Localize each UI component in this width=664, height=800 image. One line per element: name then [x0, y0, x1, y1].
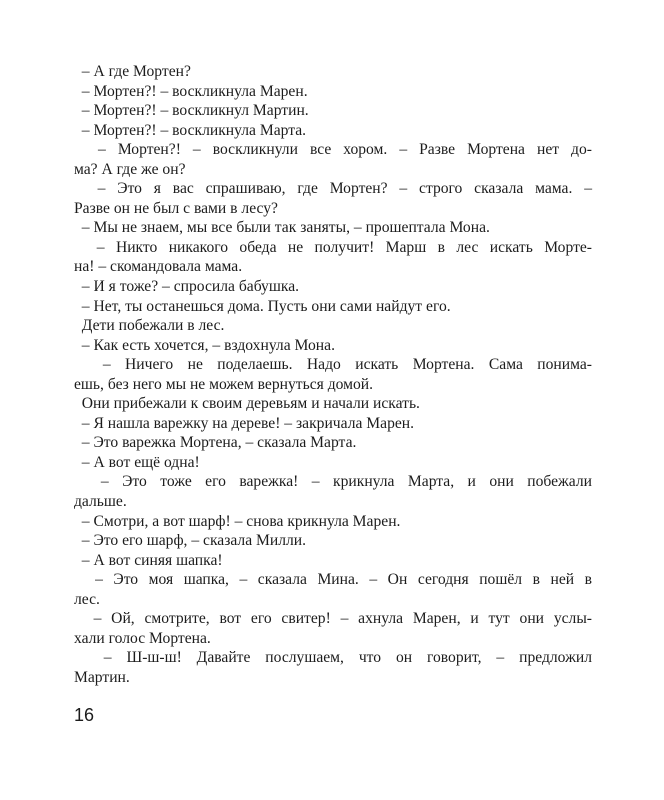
text-line: – А вот синяя шапка! [74, 551, 223, 569]
page-number: 16 [74, 705, 95, 725]
text-line: ма? А где же он? [74, 160, 186, 178]
text-line: Дети побежали в лес. [74, 317, 225, 335]
text-line: – И я тоже? – спросила бабушка. [74, 278, 300, 296]
text-line: – Ш-ш-ш! Давайте послушаем, что он говорит, – предложил [74, 649, 592, 667]
text-line: Разве он не был с вами в лесу? [74, 199, 278, 217]
text-line: – Я нашла варежку на дереве! – закричала Марен. [74, 414, 415, 432]
text-line: – Мортен?! – воскликнула Марта. [74, 121, 307, 139]
text-line: – Это варежка Мортена, – сказала Марта. [74, 434, 357, 452]
text-line: – Мортен?! – воскликнули все хором. – Разве Мортена нет до- [74, 141, 592, 159]
text-line: – Нет, ты останешься дома. Пусть они сами найдут его. [74, 297, 451, 315]
story-text [74, 62, 592, 688]
text-line: Они прибежали к своим деревьям и начали искать. [74, 395, 420, 413]
text-line: – Мортен?! – воскликнула Марен. [74, 82, 308, 100]
text-line: – Это его шарф, – сказала Милли. [74, 532, 307, 550]
text-line: Мартин. [74, 668, 130, 686]
text-line: – Это моя шапка, – сказала Мина. – Он сегодня пошёл в ней в [74, 571, 592, 589]
text-line: – Как есть хочется, – вздохнула Мона. [74, 336, 335, 354]
text-line: – Ничего не поделаешь. Надо искать Мортена. Сама понима- [74, 356, 592, 374]
text-line: – Смотри, а вот шарф! – снова крикнула Марен. [74, 512, 401, 530]
text-line: – Это я вас спрашиваю, где Мортен? – строго сказала мама. – [74, 180, 592, 198]
text-line: – Никто никакого обеда не получит! Марш в лес искать Морте- [74, 238, 592, 256]
text-line: – А где Мортен? [74, 63, 191, 80]
text-line: – Мы не знаем, мы все были так заняты, – прошептала Мона. [74, 219, 490, 237]
text-line: – Это тоже его варежка! – крикнула Марта, и они побежали [74, 473, 592, 491]
text-line: на! – скомандовала мама. [74, 258, 243, 276]
text-line: лес. [74, 590, 100, 608]
text-line: – А вот ещё одна! [74, 453, 200, 471]
text-line: – Мортен?! – воскликнул Мартин. [74, 102, 309, 120]
text-line: дальше. [74, 493, 127, 511]
text-line: – Ой, смотрите, вот его свитер! – ахнула Марен, и тут они услы- [74, 610, 592, 628]
text-line: ешь, без него мы не можем вернуться домой. [74, 375, 374, 393]
text-line: хали голос Мортена. [74, 629, 211, 647]
